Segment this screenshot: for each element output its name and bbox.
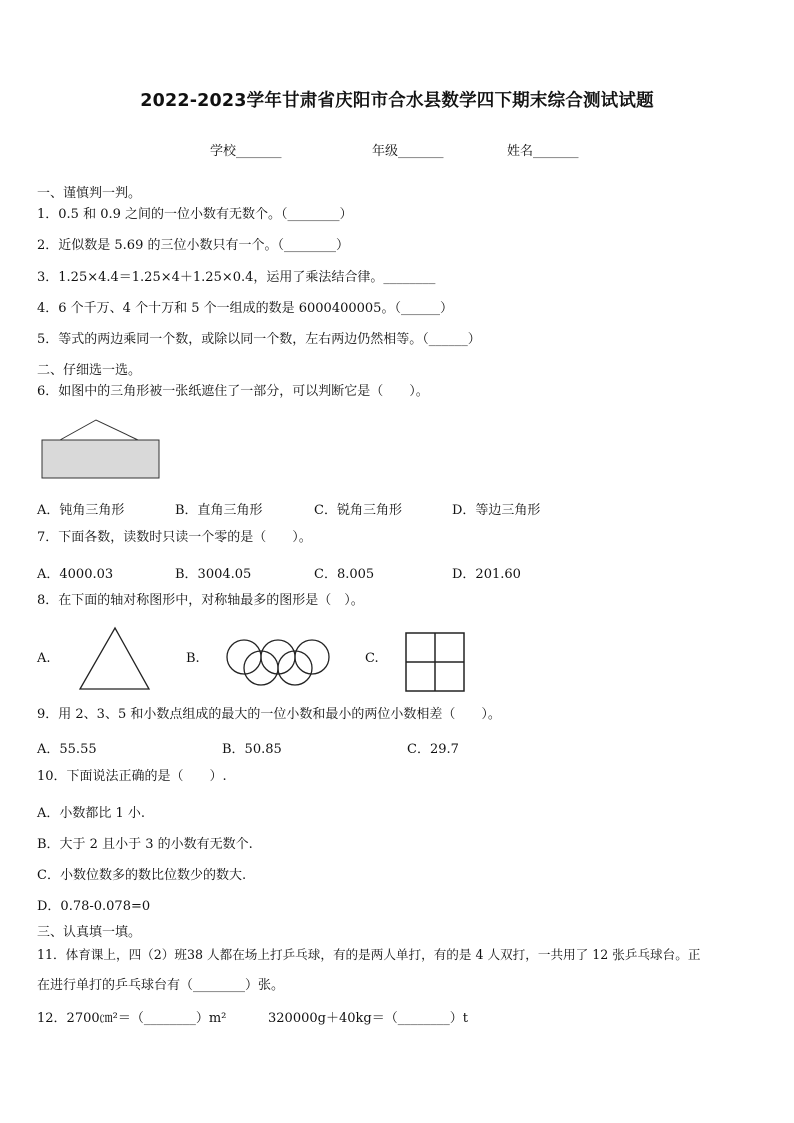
triangle-figure-icon [78,626,152,692]
grade-field: 年级_______ [372,144,444,159]
question-12-part-2: 320000g＋40kg＝（________）t [268,1011,468,1026]
q7-option-c: C．8.005 [314,567,375,582]
q7-option-d: D．201.60 [452,567,521,582]
question-8: 8．在下面的轴对称图形中，对称轴最多的图形是（ ）。 [37,593,364,608]
question-4: 4．6 个千万、4 个十万和 5 个一组成的数是 6000400005。（______） [37,301,453,316]
q10-option-d: D．0.78-0.078=0 [37,899,151,914]
q9-option-a: A．55.55 [37,742,97,757]
question-10: 10．下面说法正确的是（ ）. [37,769,227,784]
q9-option-b: B．50.85 [222,742,282,757]
olympic-rings-icon [225,638,331,688]
q8-option-a: A. [37,651,51,666]
q10-option-a: A．小数都比 1 小. [37,806,146,821]
section-2-heading: 二、仔细选一选。 [37,363,142,378]
q8-option-b: B. [186,651,200,666]
covered-triangle-figure [40,418,162,482]
q9-option-c: C．29.7 [407,742,459,757]
q6-option-a: A．钝角三角形 [37,503,125,518]
question-9: 9．用 2、3、5 和小数点组成的最大的一位小数和最小的两位小数相差（ ）。 [37,707,501,722]
square-grid-icon [404,631,466,693]
q8-option-c: C. [365,651,379,666]
q6-option-c: C．锐角三角形 [314,503,402,518]
question-11-line-2: 在进行单打的乒乓球台有（________）张。 [37,978,285,993]
section-3-heading: 三、认真填一填。 [37,925,142,940]
question-5: 5．等式的两边乘同一个数，或除以同一个数，左右两边仍然相等。（______） [37,332,481,347]
question-3: 3．1.25×4.4＝1.25×4＋1.25×0.4，运用了乘法结合律。________ [37,270,436,285]
question-1: 1．0.5 和 0.9 之间的一位小数有无数个。（________） [37,207,353,222]
section-1-heading: 一、谨慎判一判。 [37,186,142,201]
school-field: 学校_______ [210,144,282,159]
q10-option-c: C．小数位数多的数比位数少的数大. [37,868,247,883]
question-6: 6．如图中的三角形被一张纸遮住了一部分，可以判断它是（ ）。 [37,384,429,399]
page-title: 2022-2023学年甘肃省庆阳市合水县数学四下期末综合测试试题 [140,91,654,111]
q10-option-b: B．大于 2 且小于 3 的小数有无数个. [37,837,253,852]
name-field: 姓名_______ [507,144,579,159]
question-2: 2．近似数是 5.69 的三位小数只有一个。（________） [37,238,349,253]
question-12-part-1: 12．2700㎝²＝（________）m² [37,1011,227,1026]
q6-option-d: D．等边三角形 [452,503,541,518]
q6-option-b: B．直角三角形 [175,503,263,518]
q7-option-a: A．4000.03 [37,567,114,582]
question-7: 7．下面各数，读数时只读一个零的是（ ）。 [37,530,312,545]
question-11-line-1: 11．体育课上，四（2）班38 人都在场上打乒乓球，有的是两人单打，有的是 4 人双打，一共用了 12 张乒乓球台。正 [37,947,701,962]
q7-option-b: B．3004.05 [175,567,252,582]
